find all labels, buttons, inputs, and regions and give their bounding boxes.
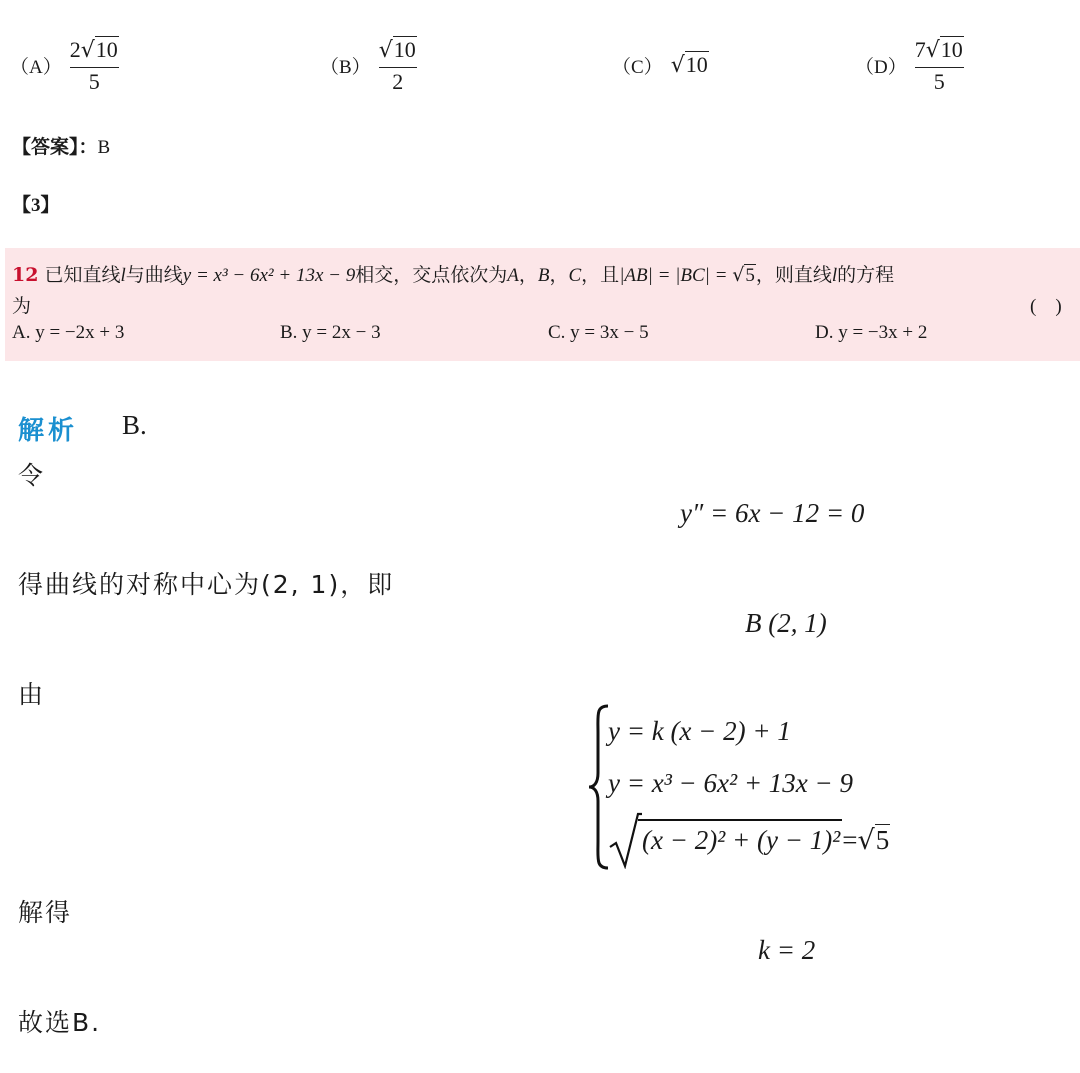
option-a-label: （A） — [10, 56, 62, 78]
equation-second-derivative: y″ = 6x − 12 = 0 — [680, 498, 865, 528]
step-4-text: 解得 — [18, 898, 73, 927]
option-d — [855, 30, 964, 100]
system-eq-3: (x − 2)² + (y − 1)² = √5 — [608, 810, 890, 870]
option-b — [320, 30, 417, 100]
step-3-text: 由 — [18, 680, 46, 709]
equation-center-point: B (2, 1) — [745, 608, 827, 638]
option-d-fraction: $\frac{7√10}{5}$ — [914, 36, 963, 94]
conclusion-text: 故选B. — [18, 1008, 102, 1037]
choice-b: B. y = 2x − 3 — [280, 322, 381, 343]
option-a — [10, 30, 119, 100]
answer-blank: ( ) — [1030, 296, 1062, 317]
option-d-label: （D） — [855, 56, 907, 78]
system-eq-1: y = k (x − 2) + 1 — [608, 716, 791, 746]
option-b-fraction: $\frac{√10}{2}$ — [378, 36, 416, 94]
answer-prefix: 【答案】： — [12, 136, 98, 158]
question-number: 12 — [12, 264, 39, 286]
option-c — [612, 30, 709, 100]
option-a-fraction: $\frac{2√10}{5}$ — [69, 36, 118, 94]
option-c-value: √10 — [670, 52, 708, 78]
step-1-text: 令 — [18, 461, 46, 490]
sqrt-sign-icon — [608, 811, 642, 869]
question-curve: y = x³ − 6x² + 13x − 9 — [182, 265, 356, 286]
answer-value: B — [97, 137, 111, 158]
answer-line — [12, 132, 110, 159]
section-marker: 【3】 — [12, 195, 60, 216]
option-b-label: （B） — [320, 56, 371, 78]
choice-d: D. y = −3x + 2 — [815, 322, 928, 343]
solution-answer: B. — [122, 410, 147, 440]
choice-c: C. y = 3x − 5 — [548, 322, 649, 343]
choice-a: A. y = −2x + 3 — [12, 322, 125, 343]
question-stem-line-1: 12 已知直线l与曲线y = x³ − 6x² + 13x − 9相交，交点依次为A，B，C，且|AB| = |BC| = √5，则直线l的方程 — [12, 264, 895, 286]
option-c-label: （C） — [612, 56, 663, 78]
equation-k-value: k = 2 — [758, 935, 816, 965]
system-eq-2: y = x³ − 6x² + 13x − 9 — [608, 768, 854, 798]
solution-heading: 解析 — [18, 416, 79, 446]
question-stem-line-2: 为 — [12, 295, 32, 317]
step-2-text: 得曲线的对称中心为(2, 1)，即 — [18, 570, 395, 599]
